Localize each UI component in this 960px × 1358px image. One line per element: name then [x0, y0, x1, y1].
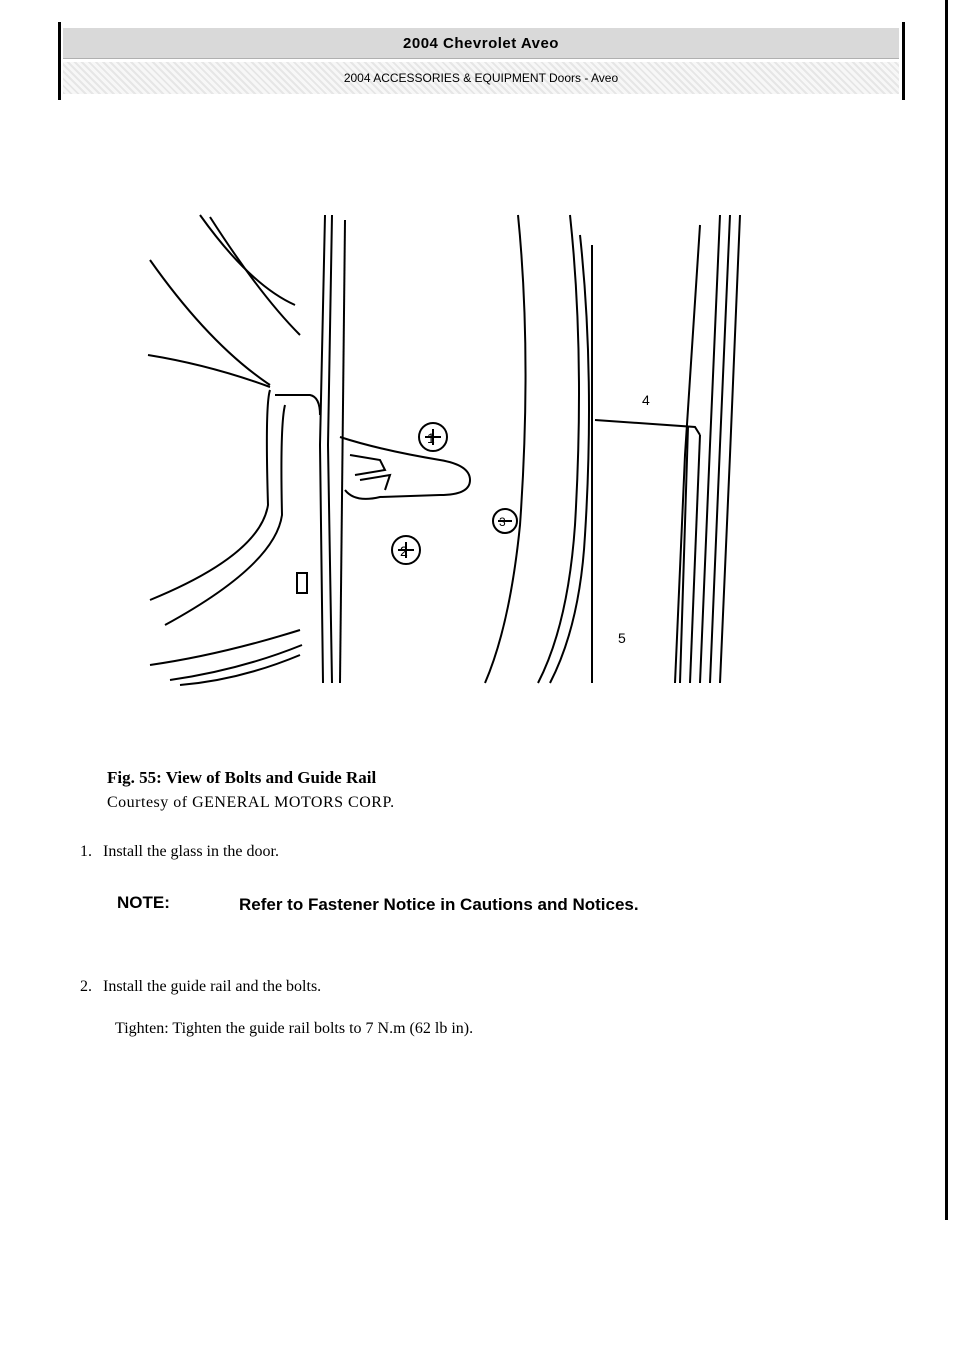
callout-label: 3 [499, 515, 506, 529]
note-text: Refer to Fastener Notice in Cautions and Notices. [239, 895, 639, 914]
header-title: 2004 Chevrolet Aveo [63, 28, 899, 59]
tighten-instruction: Tighten: Tighten the guide rail bolts to 7 N.m (62 lb in). [115, 1020, 474, 1037]
step-text: Install the guide rail and the bolts. [103, 978, 322, 995]
page-edge-right [945, 0, 948, 1220]
door-guide-rail-illustration [140, 205, 760, 690]
page-frame-right [902, 22, 905, 100]
note-label: NOTE: [117, 893, 170, 912]
callout-label: 2 [400, 543, 408, 559]
step-text: Install the glass in the door. [103, 843, 279, 860]
figure-caption-credit: Courtesy of GENERAL MOTORS CORP. [107, 794, 395, 811]
step-number: 1. [80, 843, 92, 860]
callout-label: 1 [427, 430, 435, 446]
document-header [63, 28, 899, 94]
step-number: 2. [80, 978, 92, 995]
header-subtitle: 2004 ACCESSORIES & EQUIPMENT Doors - Aveo [63, 62, 899, 94]
callout-label: 5 [618, 630, 626, 646]
callout-label: 4 [642, 392, 650, 408]
figure-caption-title: Fig. 55: View of Bolts and Guide Rail [107, 768, 377, 787]
page-frame-left [58, 22, 61, 100]
figure-caption [107, 768, 395, 812]
